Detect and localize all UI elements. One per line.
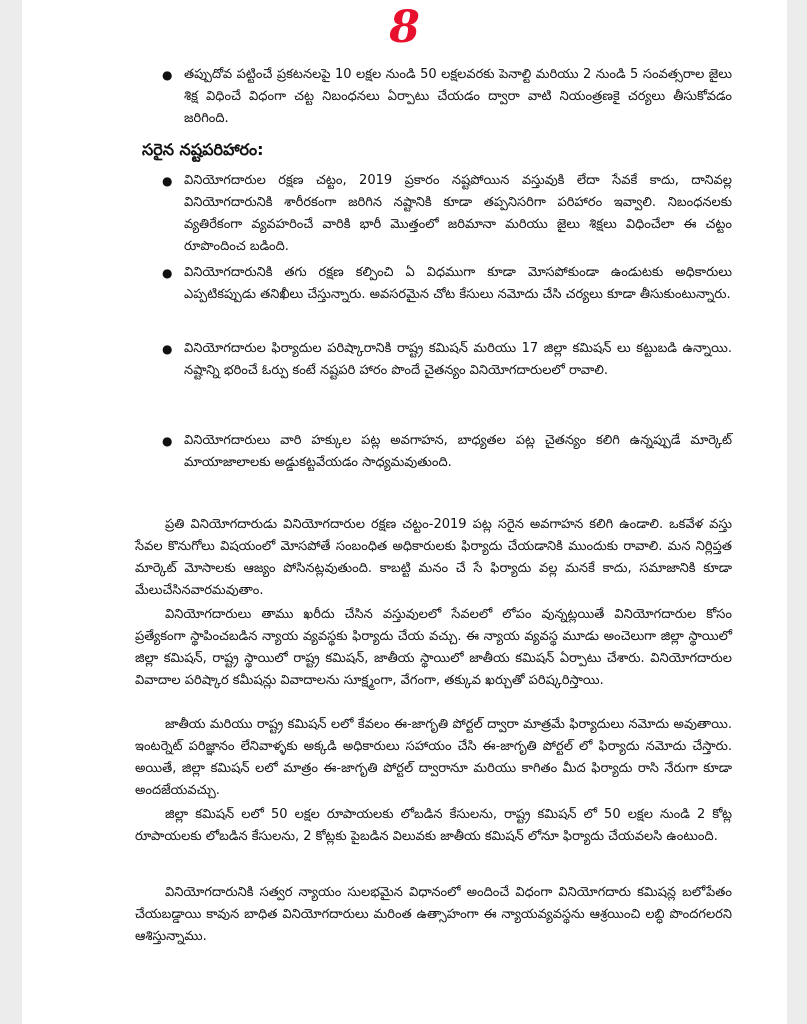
- bullet-icon: ●: [162, 174, 173, 188]
- bullet-text: తప్పుదోవ పట్టించే ప్రకటనలపై 10 లక్షల నుండి 50 లక్షలవరకు పెనాల్టి మరియు 2 నుండి 5 సంవత్సరాల జైలు శిక్ష విధించే విధంగా చట్ట నిబంధనలు ఏర్పాటు చేయడం ద్వారా వాటి నియంత్రణకై చర్యలు తీసుకోవడం జరిగింది.: [184, 67, 732, 126]
- intro-bullet-list: [162, 64, 732, 130]
- page-number: 8: [389, 2, 420, 53]
- body-paragraph: జిల్లా కమిషన్ లలో 50 లక్షల రూపాయలకు లోబడిన కేసులను, రాష్ట్ర కమిషన్ లో 50 లక్షల నుండి 2 కోట్ల రూపాయలకు లోబడిన కేసులను, 2 కోట్లకు పైబడిన విలువకు జాతీయ కమిషన్ లోనూ ఫిర్యాదు చేయవలసి ఉంటుంది.: [135, 807, 732, 844]
- body-paragraph: వినియోగదారులు తాము ఖరీదు చేసిన వస్తువులలో సేవలలో లోపం వున్నట్లయితే వినియోగదారుల కోసం ప్రత్యేకంగా స్థాపించబడిన న్యాయ వ్యవస్థకు ఫిర్యాదు చేయ వచ్చు. ఈ న్యాయ వ్యవస్థ మూడు అంచెలుగా జిల్లా స్థాయిలో జిల్లా కమిషన్, రాష్ట్ర స్థాయిలో రాష్ట్ర కమిషన్, జాతీయ స్థాయిలో జాతీయ కమిషన్ ఏర్పాటు చేశారు. వినియోగదారుల వివాదాల పరిష్కార కమీషన్లు వివాదాలను సూక్ష్మంగా, వేగంగా, తక్కువ ఖర్చుతో పరిష్కరిస్తాయి.: [135, 607, 732, 688]
- body-paragraph: వినియోగదారునికి సత్వర న్యాయం సులభమైన విధానంలో అందించే విధంగా వినియోగదారు కమిషన్ల బలోపేతం చేయబడ్డాయి కావున బాధిత వినియోగదారులు మరింత ఉత్సాహంగా ఈ న్యాయవ్యవస్థను ఆశ్రయించి లబ్ధి పొందగలరని ఆశిస్తున్నాము.: [135, 885, 732, 944]
- bullet-icon: ●: [162, 266, 173, 280]
- bullet-list: [162, 262, 732, 306]
- list-item: [162, 338, 732, 382]
- bullet-icon: ●: [162, 68, 173, 82]
- bullet-text: వినియోగదారుల ఫిర్యాదుల పరిష్కారానికి రాష్ట్ర కమిషన్ మరియు 17 జిల్లా కమిషన్ లు కట్టుబడి ఉన్నాయి. నష్టాన్ని భరించే ఓర్పు కంటే నష్టపరి హారం పొందే చైతన్యం వినియోగదారులలో రావాలి.: [184, 341, 732, 378]
- bullet-icon: ●: [162, 342, 173, 356]
- bullet-text: వినియోగదారునికి తగు రక్షణ కల్పించి ఏ విధముగా కూడా మోసపోకుండా ఉండుటకు అధికారులు ఎప్పటికప్పుడు తనిఖీలు చేస్తున్నారు. అవసరమైన చోట కేసులు నమోదు చేసి చర్యలు కూడా తీసుకుంటున్నారు.: [184, 265, 732, 302]
- body-paragraph: ప్రతి వినియోగదారుడు వినియోగదారుల రక్షణ చట్టం-2019 పట్ల సరైన అవగాహన కలిగి ఉండాలి. ఒకవేళ వస్తు సేవల కొనుగోలు విషయంలో మోసపోతే సంబంధిత అధికారులకు ఫిర్యాదు చేయడానికి ముందుకు రావాలి. మన నిర్లిప్తత మార్కెట్ మోసాలకు ఆజ్యం పోసినట్లవుతుంది. కాబట్టి మనం చే సే ఫిర్యాదు వల్ల మనకే కాదు, సమాజానికి కూడా మేలుచేసినవారమవుతాం.: [135, 517, 732, 598]
- list-item: [162, 430, 732, 474]
- list-item: [162, 170, 732, 258]
- bullet-text: వినియోగదారుల రక్షణ చట్టం, 2019 ప్రకారం నష్టపోయిన వస్తువుకి లేదా సేవకే కాదు, దానివల్ల వినియోగదారునికి శారీరకంగా జరిగిన నష్టానికి కూడా తప్పనిసరిగా పరిహారం ఇవ్వాలి. నిబంధనలకు వ్యతిరేకంగా వ్యవహరించే వారికి భారీ మొత్తంలో జరిమానా మరియు జైలు శిక్షలు విధించేలా ఈ చట్టం రూపొందించ బడింది.: [184, 173, 732, 254]
- body-paragraph: జాతీయ మరియు రాష్ట్ర కమిషన్ లలో కేవలం ఈ-జాగృతి పోర్టల్ ద్వారా మాత్రమే ఫిర్యాదులు నమోదు అవుతాయి. ఇంటర్నెట్ పరిజ్ఞానం లేనివాళ్ళకు అక్కడి అధికారులు సహాయం చేసి ఈ-జాగృతి పోర్టల్ లో ఫిర్యాదు నమోదు చేస్తారు. అయితే, జిల్లా కమిషన్ లలో మాత్రం ఈ-జాగృతి పోర్టల్ ద్వారానూ మరియు కాగితం మీద ఫిర్యాదు రాసి నేరుగా కూడా అందజేయవచ్చు.: [135, 717, 732, 798]
- list-item: [162, 262, 732, 306]
- bullet-list: [162, 430, 732, 474]
- bullet-icon: ●: [162, 434, 173, 448]
- document-page: [22, 0, 787, 1024]
- bullet-list: [162, 338, 732, 382]
- bullet-list: [162, 170, 732, 258]
- list-item: [162, 64, 732, 130]
- bullet-text: వినియోగదారులు వారి హక్కుల పట్ల అవగాహన, బాధ్యతల పట్ల చైతన్యం కలిగి ఉన్నప్పుడే మార్కెట్ మాయాజాలాలకు అడ్డుకట్టవేయడం సాధ్యమవుతుంది.: [184, 433, 732, 470]
- section-heading: సరైన నష్టపరిహారం:: [142, 140, 264, 159]
